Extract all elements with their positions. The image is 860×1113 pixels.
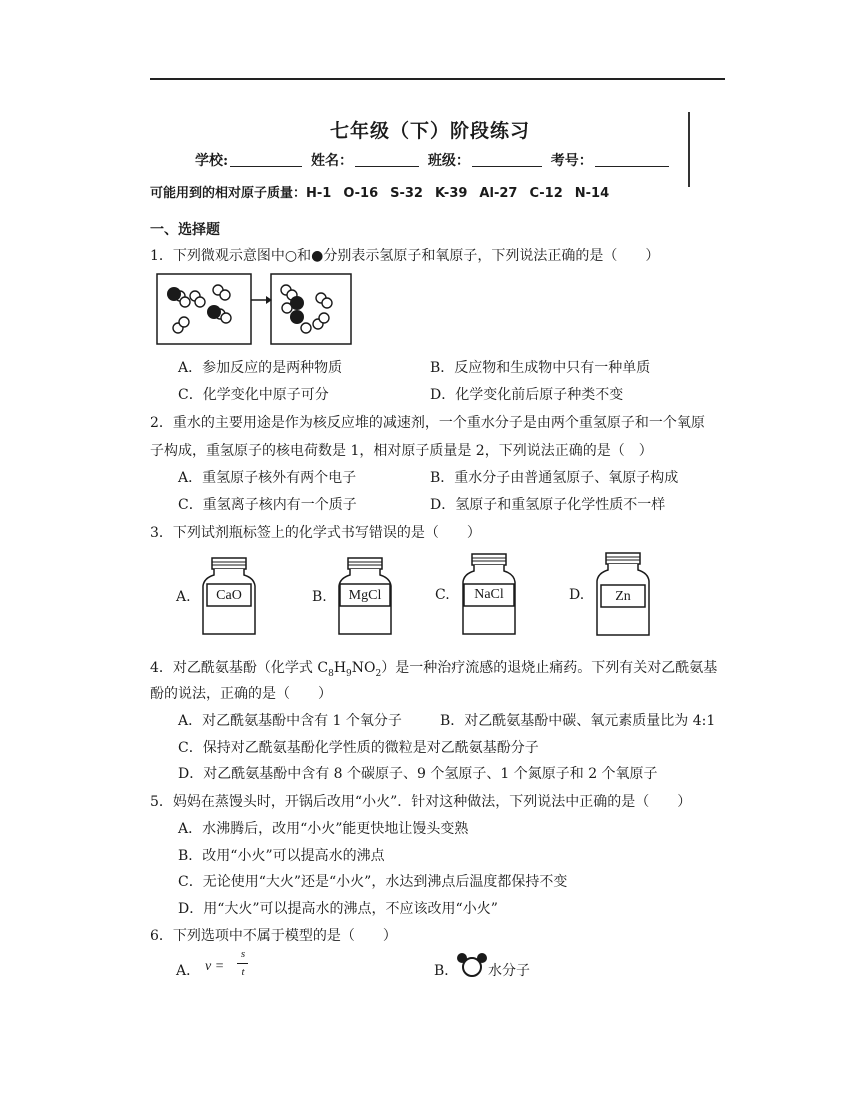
bottle-label-c: NaCl (474, 587, 504, 602)
number-blank[interactable] (595, 166, 669, 167)
bottle-label-d: Zn (615, 589, 631, 604)
q4-sub: 8 (328, 668, 334, 679)
page-title: 七年级（下）阶段练习 (329, 120, 530, 142)
mass-item: C-12 (529, 186, 563, 201)
bottle-label-a: CaO (216, 588, 242, 603)
mass-item: Al-27 (479, 186, 518, 201)
q4-stem-part: H (333, 660, 347, 676)
q4-sub: 2 (375, 668, 382, 679)
q4-stem-part: 4．对乙酰氨基酚（化学式 C (150, 660, 329, 676)
q6-option-a-letter[interactable]: A． (176, 963, 201, 979)
question-4-stem-cont: 酚的说法，正确的是（ ） (150, 686, 332, 702)
q1-option-b[interactable]: B．反应物和生成物中只有一种单质 (430, 360, 651, 376)
school-blank[interactable] (230, 166, 302, 167)
fraction-denominator: t (241, 966, 245, 978)
q3-option-a-letter[interactable]: A. (176, 589, 191, 605)
q2-option-d[interactable]: D．氢原子和重氢原子化学性质不一样 (430, 497, 666, 513)
mass-item: K-39 (434, 186, 468, 201)
name-label: 姓名： (311, 153, 354, 169)
q5-option-a[interactable]: A．水沸腾后，改用“小火”能更快地让馒头变熟 (178, 821, 469, 837)
question-6-stem: 6．下列选项中不属于模型的是（ ） (150, 928, 397, 944)
q2-option-b[interactable]: B．重水分子由普通氢原子、氧原子构成 (430, 470, 679, 486)
class-blank[interactable] (472, 166, 542, 167)
q6-option-b-label: 水分子 (488, 963, 530, 979)
q3-option-b-letter[interactable]: B. (312, 589, 327, 605)
question-4-stem (150, 657, 717, 679)
school-label: 学校: (195, 153, 229, 169)
name-blank[interactable] (355, 166, 419, 167)
q5-option-b[interactable]: B．改用“小火”可以提高水的沸点 (178, 848, 385, 864)
question-2-stem-cont: 子构成，重氢原子的核电荷数是 1，相对原子质量是 2，下列说法正确的是（ ） (150, 443, 653, 459)
velocity-formula-lhs: v = (205, 959, 225, 974)
q4-sub: 9 (346, 668, 352, 679)
q2-option-c[interactable]: C．重氢离子核内有一个质子 (178, 497, 357, 513)
water-molecule-icon (455, 951, 487, 979)
q3-option-d-letter[interactable]: D. (569, 587, 585, 603)
q5-option-d[interactable]: D．用“大火”可以提高水的沸点，不应该改用“小火” (178, 901, 498, 917)
q4-option-a[interactable]: A．对乙酰氨基酚中含有 1 个氧分子 (178, 713, 402, 729)
masses-label: 可能用到的相对原子质量： (150, 186, 307, 201)
q4-option-c[interactable]: C．保持对乙酰氨基酚化学性质的微粒是对乙酰氨基酚分子 (178, 740, 539, 756)
q4-option-b[interactable]: B．对乙酰氨基酚中碳、氧元素质量比为 4:1 (440, 713, 716, 729)
class-label: 班级： (427, 153, 470, 169)
number-label: 考号： (550, 153, 593, 169)
reaction-diagram (156, 272, 356, 348)
q1-option-c[interactable]: C．化学变化中原子可分 (178, 387, 329, 403)
mass-item: S-32 (390, 186, 423, 201)
bottle-label-b: MgCl (348, 588, 382, 603)
q1-option-a[interactable]: A．参加反应的是两种物质 (178, 360, 343, 376)
atomic-masses-line (150, 182, 609, 201)
question-5-stem: 5．妈妈在蒸馒头时，开锅后改用“小火”．针对这种做法，下列说法中正确的是（ ） (150, 794, 692, 810)
q5-option-c[interactable]: C．无论使用“大火”还是“小火”，水达到沸点后温度都保持不变 (178, 874, 568, 890)
fraction-bar (237, 963, 248, 964)
q3-option-c-letter[interactable]: C. (435, 587, 450, 603)
mass-item: O-16 (343, 186, 379, 201)
q4-stem-part: NO (351, 660, 376, 676)
q4-option-d[interactable]: D．对乙酰氨基酚中含有 8 个碳原子、9 个氢原子、1 个氮原子和 2 个氧原子 (178, 766, 658, 782)
question-3-stem: 3．下列试剂瓶标签上的化学式书写错误的是（ ） (150, 525, 481, 541)
q1-option-d[interactable]: D．化学变化前后原子种类不变 (430, 387, 624, 403)
question-2-stem: 2．重水的主要用途是作为核反应堆的减速剂，一个重水分子是由两个重氢原子和一个氧原 (150, 415, 705, 431)
question-1-stem: 1．下列微观示意图中○和●分别表示氢原子和氧原子，下列说法正确的是（ ） (150, 248, 660, 264)
mass-item: N-14 (574, 186, 610, 201)
q2-option-a[interactable]: A．重氢原子核外有两个电子 (178, 470, 357, 486)
mass-item: H-1 (306, 186, 332, 201)
q6-option-b-letter[interactable]: B． (434, 963, 459, 979)
section-title: 一、选择题 (150, 222, 220, 238)
top-rule (150, 78, 725, 80)
fraction-numerator: s (240, 948, 246, 960)
student-info-line (195, 150, 673, 170)
q4-stem-part: ）是一种治疗流感的退烧止痛药。下列有关对乙酰氨基 (381, 660, 718, 676)
